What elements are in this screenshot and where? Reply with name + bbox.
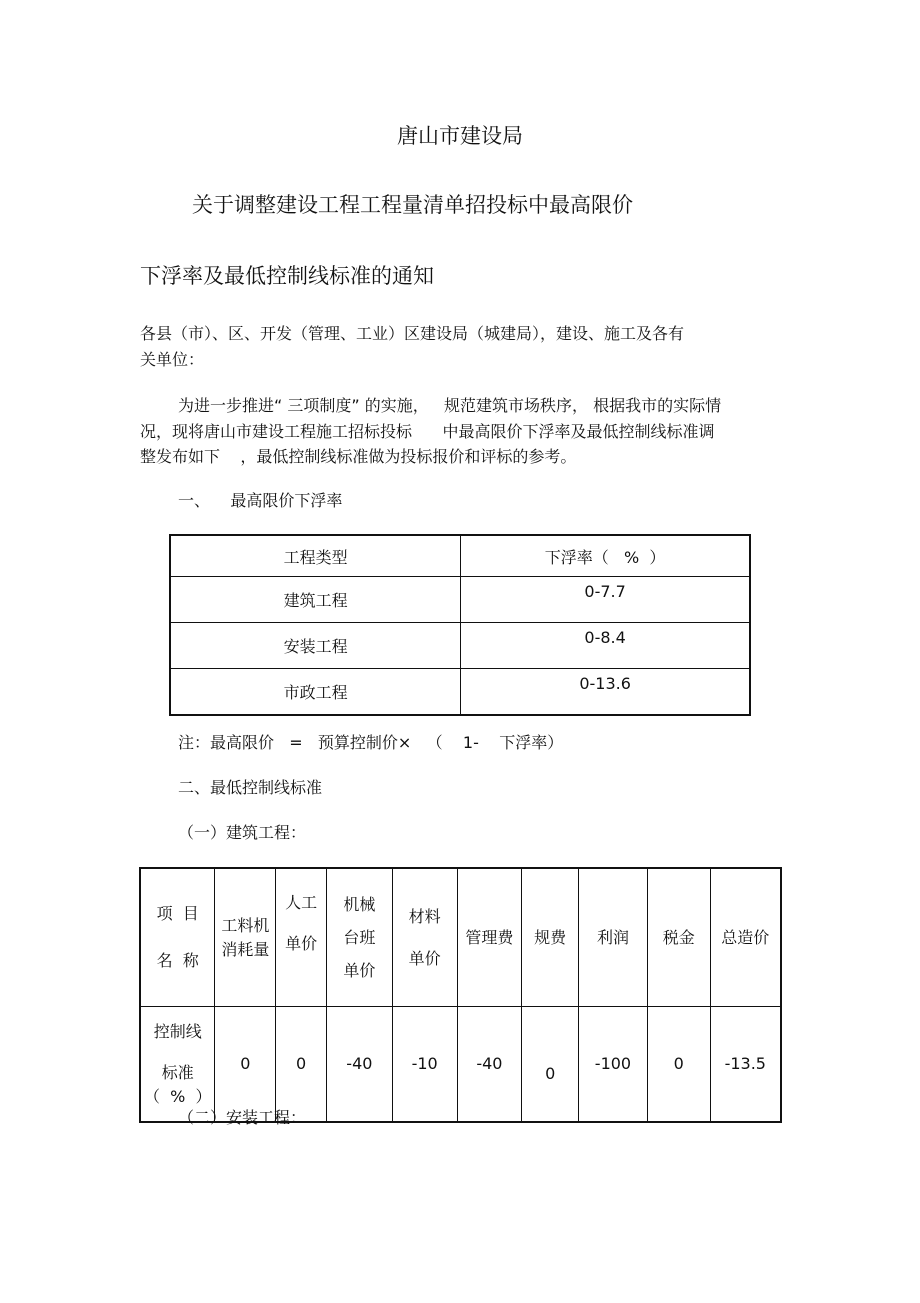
table-header-row <box>170 535 750 577</box>
body-paragraph-line1: 为进一步推进“ 三项制度” 的实施， 规范建筑市场秩序， 根据我市的实际情 <box>178 396 722 415</box>
formula-note: 注：最高限价 = 预算控制价× （ 1- 下浮率） <box>178 733 564 752</box>
header-text: 人工 <box>285 893 318 912</box>
value-material-price: -10 <box>392 1007 457 1123</box>
section2-heading: 二、最低控制线标准 <box>178 778 323 797</box>
header-text: 工料机 <box>221 915 270 935</box>
column-header-regulatory-fee: 规费 <box>522 868 579 1007</box>
table-row <box>170 623 750 669</box>
column-header-type: 工程类型 <box>170 535 461 577</box>
value-material-consumption: 0 <box>215 1007 276 1123</box>
item-name-label-line1: 项 目 <box>156 904 199 924</box>
column-header-item <box>140 868 215 1007</box>
row-label-text: 标准 <box>161 1063 194 1083</box>
table-header-row <box>140 868 781 1007</box>
row-label-text: 控制线 <box>153 1022 202 1042</box>
column-header-tax: 税金 <box>647 868 710 1007</box>
body-paragraph-line3: 整发布如下 ，最低控制线标准做为投标报价和评标的参考。 <box>140 447 577 466</box>
header-text: 消耗量 <box>221 939 270 959</box>
project-type-cell: 市政工程 <box>170 669 461 716</box>
addressee-line2: 关单位： <box>140 350 205 369</box>
value-regulatory-fee: 0 <box>522 1007 579 1123</box>
header-text: 材料 <box>408 906 441 926</box>
value-management-fee: -40 <box>457 1007 522 1123</box>
document-subtitle-line2: 下浮率及最低控制线标准的通知 <box>140 264 434 288</box>
rate-cell: 0-13.6 <box>461 669 750 716</box>
subsection-construction-heading: （一）建筑工程： <box>178 823 307 842</box>
header-text: 台班 <box>343 927 376 947</box>
table-row <box>140 1007 781 1123</box>
value-profit: -100 <box>579 1007 648 1123</box>
table-row <box>170 669 750 716</box>
column-header-material-price <box>392 868 457 1007</box>
header-text: 单价 <box>285 934 318 954</box>
header-text: 机械 <box>343 894 376 914</box>
row-label-text: （ % ） <box>143 1086 212 1106</box>
column-header-machine-price <box>326 868 392 1007</box>
value-machine-price: -40 <box>326 1007 392 1123</box>
column-header-management-fee: 管理费 <box>457 868 522 1007</box>
column-header-total-cost: 总造价 <box>710 868 781 1007</box>
table-row <box>170 577 750 623</box>
project-type-cell: 安装工程 <box>170 623 461 669</box>
value-total-cost: -13.5 <box>710 1007 781 1123</box>
rate-table <box>169 534 751 716</box>
section1-heading: 一、 最高限价下浮率 <box>178 491 343 510</box>
document-title: 唐山市建设局 <box>397 124 523 148</box>
column-header-material-consumption <box>215 868 276 1007</box>
value-labor-price: 0 <box>276 1007 327 1123</box>
column-header-profit: 利润 <box>579 868 648 1007</box>
value-tax: 0 <box>647 1007 710 1123</box>
project-type-cell: 建筑工程 <box>170 577 461 623</box>
header-text: 单价 <box>408 948 441 968</box>
body-paragraph-line2: 况，现将唐山市建设工程施工招标投标 中最高限价下浮率及最低控制线标准调 <box>140 422 715 441</box>
rate-cell: 0-8.4 <box>461 623 750 669</box>
document-subtitle-line1: 关于调整建设工程工程量清单招投标中最高限价 <box>192 193 633 217</box>
control-line-table <box>139 867 782 1123</box>
rate-cell: 0-7.7 <box>461 577 750 623</box>
addressee-line1: 各县（市）、区、开发（管理、工业）区建设局（城建局），建设、施工及各有 <box>140 324 685 343</box>
column-header-rate: 下浮率（ % ） <box>461 535 750 577</box>
column-header-labor-price <box>276 868 327 1007</box>
header-text: 单价 <box>343 961 376 981</box>
row-label <box>140 1007 215 1123</box>
subsection-installation-heading: （二）安装工程： <box>178 1108 307 1127</box>
item-name-label-line2: 名 称 <box>156 950 199 970</box>
